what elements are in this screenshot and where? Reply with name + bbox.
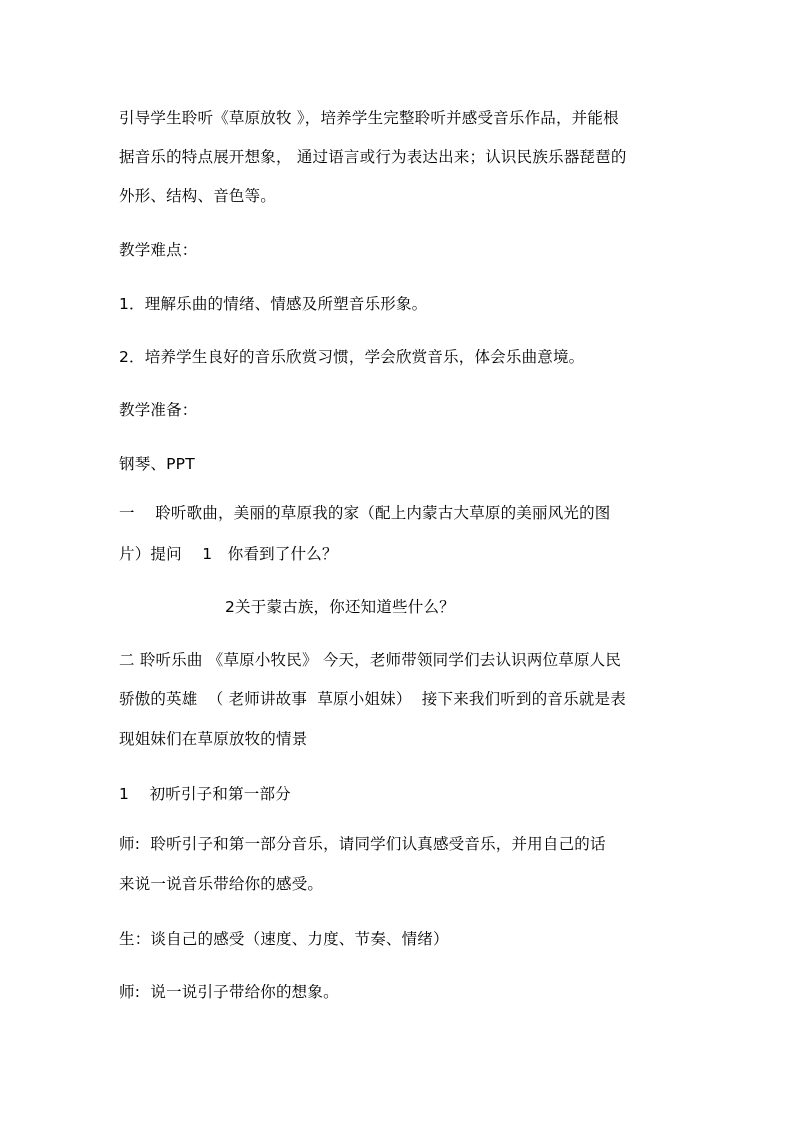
paragraph-objective-line-3: 外形、结构、音色等。: [119, 187, 277, 205]
student-response: 生：谈自己的感受（速度、力度、节奏、情绪）: [119, 930, 449, 948]
section-two-line-3: 现姐妹们在草原放牧的情景: [119, 730, 308, 748]
list-item-difficulty-2: 2．培养学生良好的音乐欣赏习惯，学会欣赏音乐，体会乐曲意境。: [119, 348, 585, 366]
section-two-line-2: 骄傲的英雄 （ 老师讲故事 草原小姐妹） 接下来我们听到的音乐就是表: [119, 690, 626, 708]
section-two-line-1: 二 聆听乐曲 《草原小牧民》 今天，老师带领同学们去认识两位草原人民: [119, 651, 622, 669]
teacher-prompt-2: 师: 说一说引子带给你的想象。: [119, 983, 339, 1001]
section-one-question-2: 2关于蒙古族，你还知道些什么？: [225, 598, 455, 616]
teacher-prompt-line-1: 师: 聆听引子和第一部分音乐，请同学们认真感受音乐，并用自己的话: [119, 835, 606, 853]
paragraph-objective-line-2: 据音乐的特点展开想象， 通过语言或行为表达出来；认识民族乐器琵琶的: [119, 148, 627, 166]
step-1-heading: 1 初听引子和第一部分: [119, 785, 291, 803]
heading-teaching-preparation: 教学准备：: [119, 401, 198, 419]
section-one-line-1: 一 聆听歌曲，美丽的草原我的家（配上内蒙古大草原的美丽风光的图: [119, 504, 611, 522]
heading-teaching-difficulties: 教学难点：: [119, 241, 198, 259]
teacher-prompt-line-2: 来说一说音乐带给你的感受。: [119, 875, 324, 893]
preparation-items: 钢琴、PPT: [119, 455, 195, 473]
section-one-line-2: 片）提问 1 你看到了什么？: [119, 545, 338, 563]
paragraph-objective-line-1: 引导学生聆听《草原放牧 》，培养学生完整聆听并感受音乐作品，并能根: [119, 109, 619, 127]
list-item-difficulty-1: 1．理解乐曲的情绪、情感及所塑音乐形象。: [119, 295, 428, 313]
